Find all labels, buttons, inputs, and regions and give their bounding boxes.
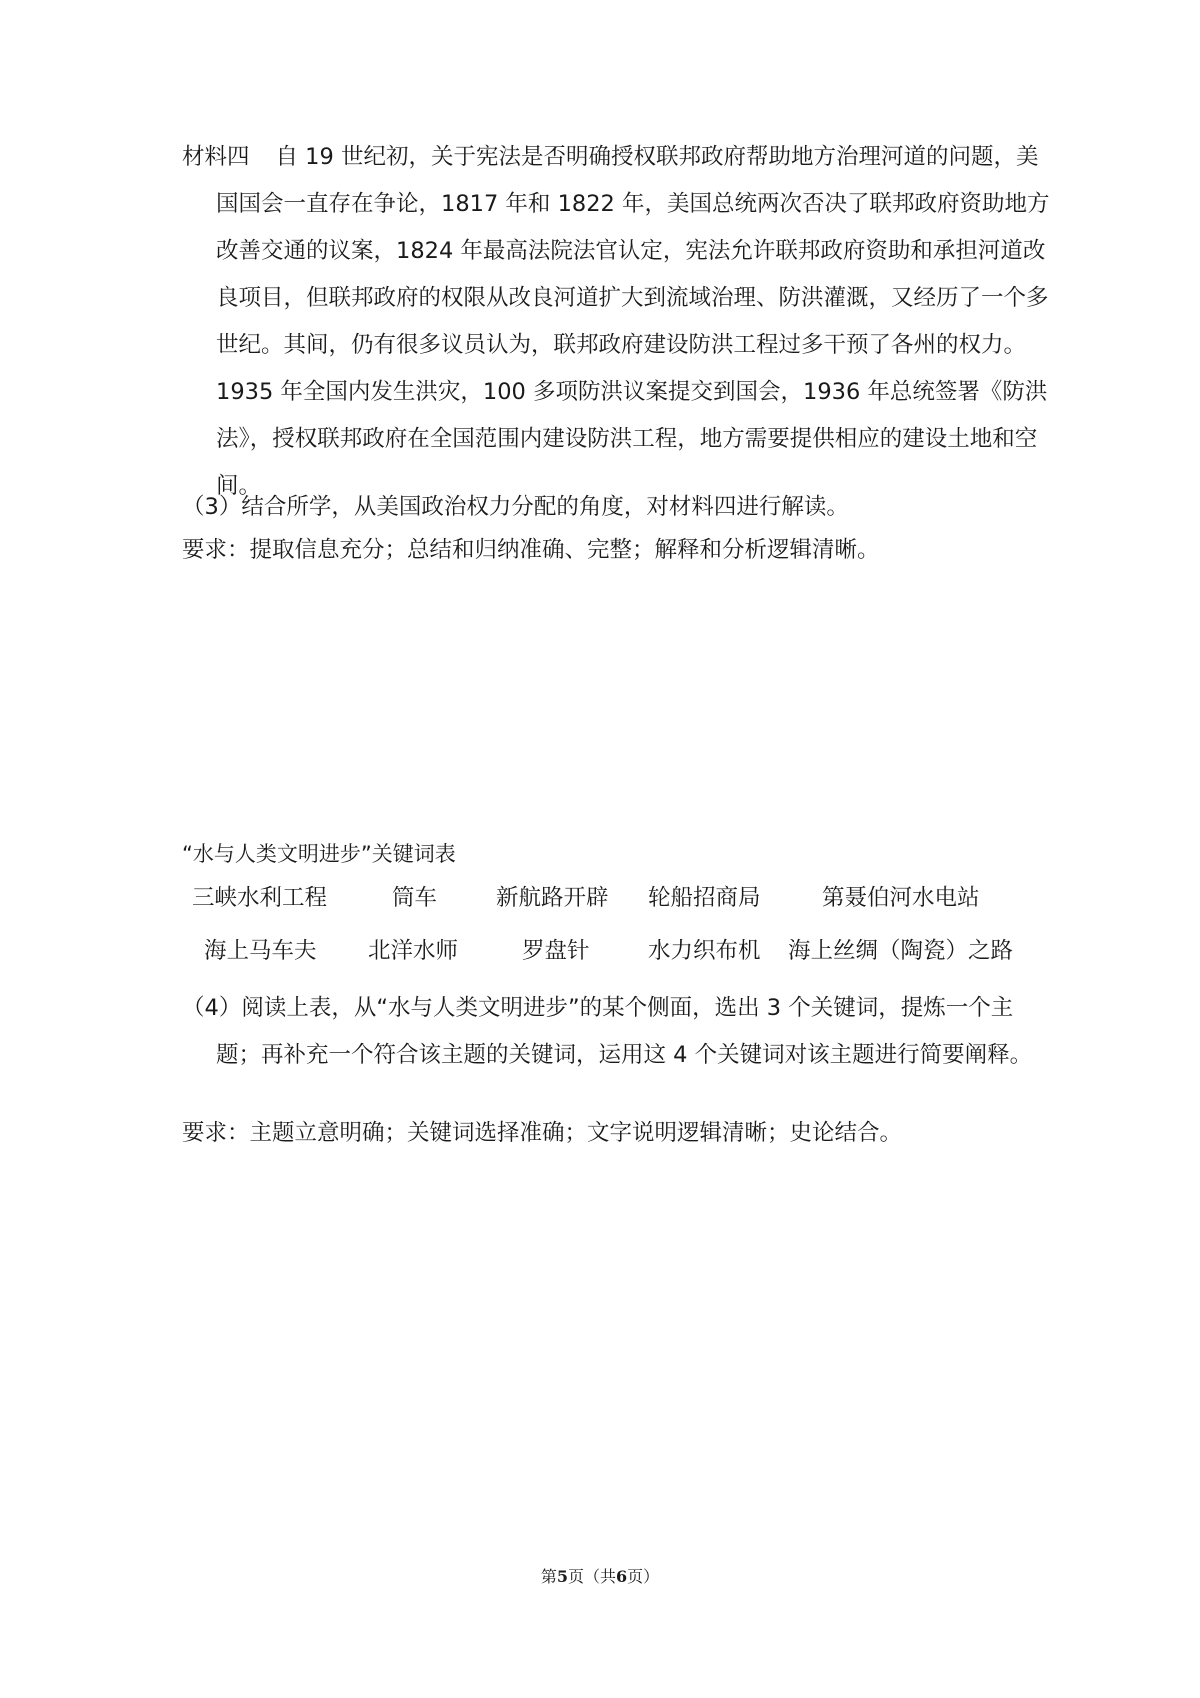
- keyword-row-1: [0, 880, 1200, 916]
- footer-middle: 页（共: [567, 1567, 616, 1586]
- keyword-row-2: [0, 933, 1200, 969]
- keyword-cell: 新航路开辟: [496, 885, 609, 911]
- keyword-cell: 海上马车夫: [204, 938, 317, 964]
- keyword-cell: 罗盘针: [522, 938, 590, 964]
- keyword-cell: 轮船招商局: [648, 885, 761, 911]
- question-four: （4）阅读上表，从“水与人类文明进步”的某个侧面，选出 3 个关键词，提炼一个主题；再补充一个符合该主题的关键词，运用这 4 个关键词对该主题进行简要阐释。: [182, 995, 1033, 1068]
- question-four-requirement: 要求：主题立意明确；关键词选择准确；文字说明逻辑清晰；史论结合。: [182, 1120, 903, 1146]
- material-four-text: 自 19 世纪初，关于宪法是否明确授权联邦政府帮助地方治理河道的问题，美国国会一直存在争论，1817 年和 1822 年，美国总统两次否决了联邦政府资助地方改善交通的议案，1824 年最高法院法官认定，宪法允许联邦政府资助和承担河道改良项目，但联邦政府的权限从改良河道扩大到流域治理、防洪灌溉，又经历了一个多世纪。其间，仍有很多议员认为，联邦政府建设防洪工程过多干预了各州的权力。1935 年全国内发生洪灾，100 多项防洪议案提交到国会，1936 年总统签署《防洪法》，授权联邦政府在全国范围内建设防洪工程，地方需要提供相应的建设土地和空间。: [216, 144, 1050, 499]
- footer-total-pages: 6: [616, 1567, 628, 1586]
- keyword-cell: 筒车: [392, 885, 438, 911]
- question-three-requirement: 要求：提取信息充分；总结和归纳准确、完整；解释和分析逻辑清晰。: [182, 537, 880, 563]
- material-four-label: 材料四: [182, 144, 250, 170]
- footer-suffix: 页）: [627, 1567, 660, 1586]
- page-footer: [0, 1565, 1200, 1589]
- keyword-cell: 第聂伯河水电站: [822, 885, 980, 911]
- keyword-cell: 海上丝绸（陶瓷）之路: [788, 938, 1014, 964]
- footer-prefix: 第: [540, 1567, 557, 1586]
- keyword-cell: 三峡水利工程: [192, 885, 328, 911]
- footer-page-number: 5: [556, 1567, 568, 1586]
- keyword-table-title: “水与人类文明进步”关键词表: [182, 842, 456, 866]
- keyword-cell: 水力织布机: [648, 938, 761, 964]
- keyword-cell: 北洋水师: [368, 938, 459, 964]
- material-four-paragraph: [182, 134, 1056, 510]
- question-three: （3）结合所学，从美国政治权力分配的角度，对材料四进行解读。: [182, 494, 849, 520]
